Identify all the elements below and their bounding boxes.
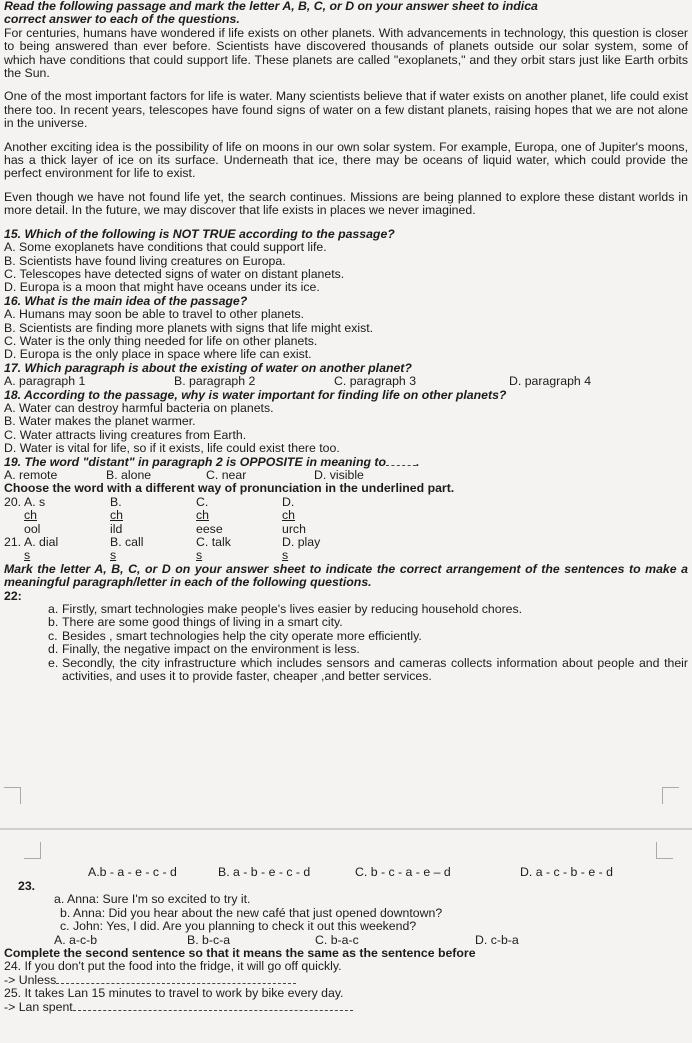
question-25-answer-line	[4, 1001, 688, 1014]
option-a[interactable]: A. remote	[4, 468, 58, 482]
list-item	[48, 643, 688, 656]
option-b[interactable]	[110, 496, 196, 536]
option-text: B. call	[110, 535, 144, 550]
scan-corner-mark	[656, 842, 673, 859]
option-c[interactable]: C. near	[206, 468, 247, 482]
item-letter: e.	[48, 655, 59, 670]
list-item	[48, 630, 688, 643]
underlined-part: s	[196, 548, 203, 563]
option-b[interactable]: B. paragraph 2	[174, 374, 256, 389]
option-text: eese	[196, 521, 223, 536]
option-b[interactable]: B. Scientists have found living creatures on Europa.	[4, 253, 286, 268]
option-text: C.	[196, 494, 209, 509]
option-d[interactable]	[282, 536, 320, 563]
item-text: Finally, the negative impact on the environment is less.	[62, 642, 360, 657]
option-a[interactable]: A.b - a - e - c - d	[88, 865, 177, 879]
option-c[interactable]: C. paragraph 3	[334, 374, 417, 389]
question-22-options	[88, 866, 613, 879]
option-b[interactable]: B. alone	[106, 468, 152, 482]
option-a[interactable]: A. Humans may soon be able to travel to other planets.	[4, 307, 305, 322]
rewrite-heading: Complete the second sentence so that it means the same as the sentence before	[4, 946, 476, 961]
question-19	[4, 456, 688, 483]
stem-text: 19. The word "distant" in paragraph 2 is OPPOSITE in meaning to	[4, 454, 386, 469]
option-a[interactable]: A. a-c-b	[54, 932, 98, 947]
option-b[interactable]	[110, 536, 196, 563]
options-row	[4, 375, 688, 388]
instruction-line-2: correct answer to each of the questions.	[4, 12, 240, 27]
question-15	[4, 228, 688, 295]
divider-line	[0, 828, 692, 830]
option-a[interactable]: A. Water can destroy harmful bacteria on planets.	[4, 400, 274, 415]
item-text: Besides , smart technologies help the city operate more efficiently.	[62, 628, 422, 643]
option-b[interactable]: B. Water makes the planet warmer.	[4, 414, 196, 429]
option-text: B.	[110, 494, 122, 509]
worksheet-page	[4, 0, 688, 1014]
list-item	[48, 616, 688, 629]
question-25-stem: 25. It takes Lan 15 minutes to travel to work by bike every day.	[4, 986, 344, 1001]
list-item	[48, 657, 688, 684]
item-letter: b.	[48, 615, 59, 630]
passage-paragraph-1: For centuries, humans have wondered if life exists on other planets. With advancements in technology, this question is closer to being answered than ever before. Scientists have discovered thousands of planets outside our solar system, some of which have conditions that could support life. These planets are called "exoplanets," and they orbit stars just like Earth orbits the Sun.	[4, 25, 688, 81]
instruction-line-1: Read the following passage and mark the letter A, B, C, or D on your answer sheet to indica	[4, 0, 538, 13]
option-d[interactable]: D. c-b-a	[475, 932, 519, 947]
option-c[interactable]: C. b-a-c	[315, 932, 359, 947]
option-text: D.	[282, 494, 295, 509]
question-18	[4, 389, 688, 456]
option-text: D. play	[282, 535, 321, 550]
passage-paragraph-3: Another exciting idea is the possibility of life on moons in our own solar system. For example, Europa, one of Jupiter's moons, has a thick layer of ice on its surface. Underneath that ice, there may be oceans of liquid water, which could provide the perfect environment for life to exist.	[4, 139, 688, 181]
option-b[interactable]: B. Scientists are finding more planets with signs that life might exist.	[4, 320, 374, 335]
passage-paragraph-4: Even though we have not found life yet, the search continues. Missions are being planned to explore these distant worlds in more detail. In the future, we may discover that life exists in places we never imagined.	[4, 189, 688, 218]
passage-paragraph-2: One of the most important factors for life is water. Many scientists believe that if water exists on another planet, life could exist there too. In recent years, telescopes have found signs of water on a few distant planets, raising hopes that we are not alone in the universe.	[4, 89, 688, 131]
arrangement-heading: Mark the letter A, B, C, or D on your answer sheet to indicate the correct arrangement of the sentences to make a meaningful paragraph/letter in each of the following questions.	[4, 561, 688, 590]
option-d[interactable]: D. paragraph 4	[509, 374, 592, 389]
option-text: A. s	[24, 494, 46, 509]
answer-blank[interactable]	[73, 1010, 353, 1011]
option-text: ool	[24, 521, 41, 536]
option-d[interactable]: D. Water is vital for life, so if it exists, life could exist there too.	[4, 441, 340, 456]
option-d[interactable]: D. Europa is the only place in space where life can exist.	[4, 347, 312, 362]
pronunciation-heading: Choose the word with a different way of pronunciation in the underlined part.	[4, 481, 455, 496]
stem-end: .	[416, 454, 420, 469]
option-text: C. talk	[196, 535, 231, 550]
question-23-number: 23.	[18, 879, 36, 893]
item-text: Secondly, the city infrastructure which includes sensors and cameras collects information about people and their activities, and uses it to provide faster, cheaper ,and better services.	[62, 655, 688, 684]
option-c[interactable]: C. Water attracts living creatures from Earth.	[4, 427, 247, 442]
option-d[interactable]: D. a - c - b - e - d	[520, 865, 613, 879]
option-text: ild	[110, 521, 123, 536]
option-c[interactable]	[196, 536, 282, 563]
underlined-part: ch	[282, 508, 295, 523]
answer-prompt: -> Unless	[4, 972, 57, 987]
question-stem: 15. Which of the following is NOT TRUE according to the passage?	[4, 226, 395, 241]
lower-section	[4, 880, 688, 1014]
question-23	[4, 893, 688, 947]
option-c[interactable]: C. Water is the only thing needed for life on other planets.	[4, 333, 318, 348]
underlined-part: s	[110, 548, 117, 563]
scan-corner-mark	[662, 787, 679, 804]
list-item: a. Anna: Sure I'm so excited to try it.	[54, 892, 251, 907]
question-24-answer-line	[4, 974, 688, 987]
question-16	[4, 295, 688, 362]
underlined-part: ch	[196, 508, 209, 523]
option-a[interactable]: A. paragraph 1	[4, 374, 86, 389]
question-22	[4, 590, 688, 684]
option-d[interactable]	[282, 496, 306, 536]
option-a[interactable]	[24, 536, 110, 563]
item-letter: a.	[48, 602, 59, 617]
options-row	[4, 469, 688, 482]
question-number: 21.	[4, 535, 22, 550]
option-c[interactable]: C. Telescopes have detected signs of water on distant planets.	[4, 266, 345, 281]
underlined-part: ch	[24, 508, 37, 523]
answer-prompt: -> Lan spent	[4, 999, 73, 1014]
question-21	[4, 536, 688, 563]
sentence-list	[4, 603, 688, 683]
question-number: 22:	[4, 588, 22, 603]
option-a[interactable]: A. Some exoplanets have conditions that could support life.	[4, 240, 327, 255]
list-item	[48, 603, 688, 616]
question-20	[4, 496, 688, 536]
question-stem: 16. What is the main idea of the passage?	[4, 293, 248, 308]
item-letter: d.	[48, 642, 59, 657]
option-c[interactable]	[196, 496, 282, 536]
item-text: There are some good things of living in a smart city.	[62, 615, 343, 630]
question-stem: 18. According to the passage, why is water important for finding life on other planets?	[4, 387, 507, 402]
list-item: b. Anna: Did you hear about the new café that just opened downtown?	[60, 905, 443, 920]
list-item: c. John: Yes, I did. Are you planning to check it out this weekend?	[60, 919, 417, 934]
underlined-part: s	[24, 548, 31, 563]
option-c[interactable]: C. b - c - a - e – d	[355, 865, 451, 879]
item-letter: c.	[48, 628, 58, 643]
scan-corner-mark	[24, 842, 41, 859]
option-d[interactable]: D. Europa is a moon that might have oceans under its ice.	[4, 280, 320, 295]
option-text: urch	[282, 521, 306, 536]
answer-blank[interactable]	[56, 983, 296, 984]
answer-blank[interactable]	[386, 465, 416, 466]
option-text: A. dial	[24, 535, 59, 550]
option-b[interactable]: B. b-c-a	[187, 932, 231, 947]
question-17	[4, 362, 688, 389]
options-row	[54, 934, 688, 947]
question-stem: 17. Which paragraph is about the existing of water on another planet?	[4, 360, 412, 375]
underlined-part: s	[282, 548, 289, 563]
option-d[interactable]: D. visible	[314, 468, 364, 482]
option-a[interactable]	[24, 496, 110, 536]
item-text: Firstly, smart technologies make people's lives easier by reducing household chores.	[62, 602, 523, 617]
question-stem	[4, 456, 688, 469]
option-b[interactable]: B. a - b - e - c - d	[218, 865, 311, 879]
scan-corner-mark	[4, 787, 21, 804]
underlined-part: ch	[110, 508, 123, 523]
question-24-stem: 24. If you don't put the food into the fridge, it will go off quickly.	[4, 959, 342, 974]
question-number: 20.	[4, 494, 22, 509]
